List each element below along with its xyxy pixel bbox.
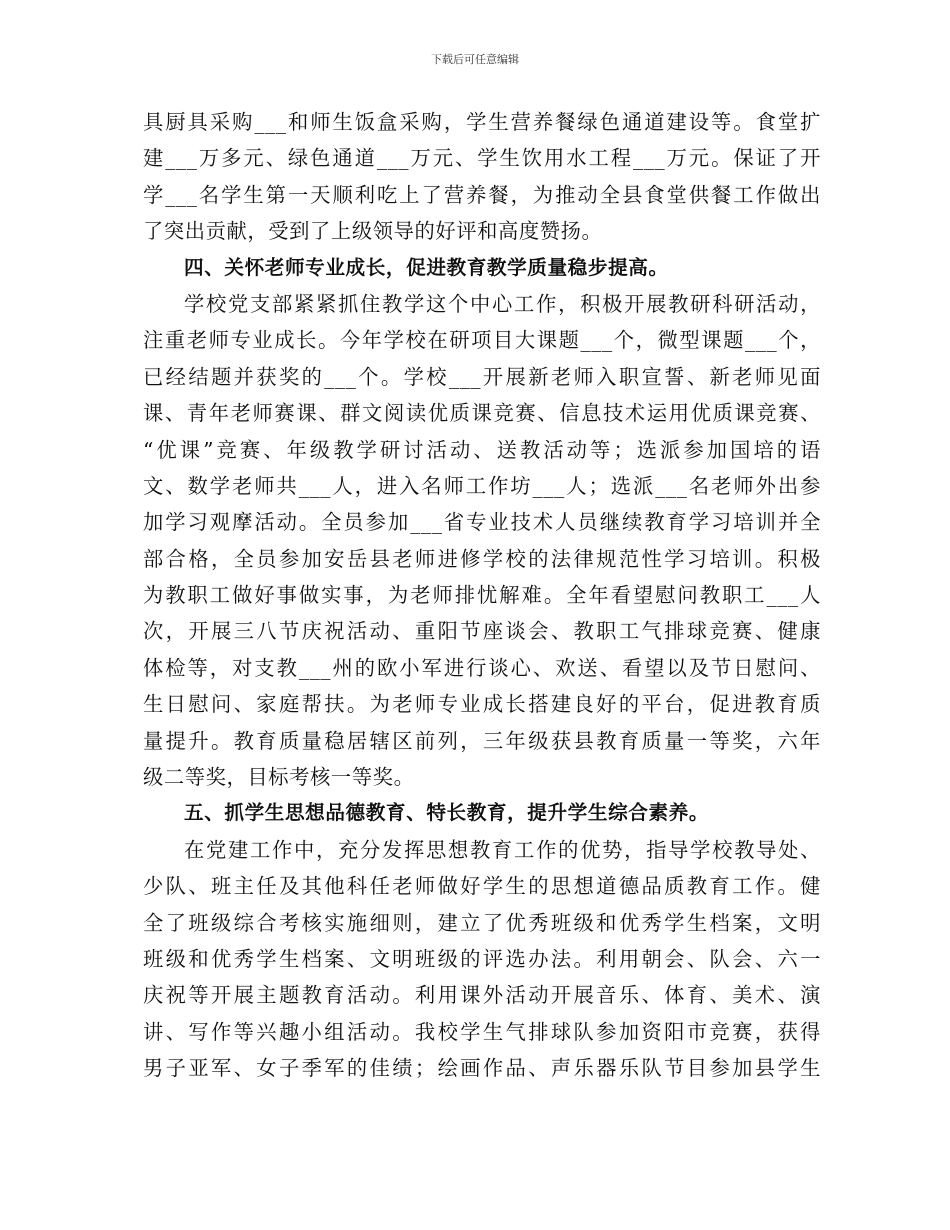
- text-line: 全了班级综合考核实施细则，建立了优秀班级和优秀学生档案，文明: [143, 910, 821, 935]
- text-line: 次，开展三八节庆祝活动、重阳节座谈会、教职工气排球竞赛、健康: [143, 619, 821, 644]
- text-line: 注重老师专业成长。今年学校在研项目大课题___个，微型课题___个，: [143, 328, 821, 353]
- text-line: 庆祝等开展主题教育活动。利用课外活动开展音乐、体育、美术、演: [143, 983, 821, 1008]
- text-line: 级二等奖，目标考核一等奖。: [143, 765, 415, 790]
- text-line: 已经结题并获奖的___个。学校___开展新老师入职宣誓、新老师见面: [143, 364, 821, 389]
- document-body: [143, 104, 821, 1087]
- paragraph-first-line: 学校党支部紧紧抓住教学这个中心工作，积极开展教研科研活动，: [184, 291, 821, 316]
- text-line: “优课”竞赛、年级教学研讨活动、送教活动等；选派参加国培的语: [143, 437, 821, 462]
- page-header: 下载后可任意编辑: [431, 53, 519, 66]
- text-line: 讲、写作等兴趣小组活动。我校学生气排球队参加资阳市竞赛，获得: [143, 1019, 821, 1044]
- text-line: 生日慰问、家庭帮扶。为老师专业成长搭建良好的平台，促进教育质: [143, 692, 821, 717]
- text-line: 班级和优秀学生档案、文明班级的评选办法。利用朝会、队会、六一: [143, 946, 821, 971]
- text-line: 学___名学生第一天顺利吃上了营养餐，为推动全县食堂供餐工作做出: [143, 182, 821, 207]
- section-heading-5: 五、抓学生思想品德教育、特长教育，提升学生综合素养。: [184, 801, 710, 825]
- section-heading-4: 四、关怀老师专业成长，促进教育教学质量稳步提高。: [184, 255, 669, 279]
- text-line: 加学习观摩活动。全员参加___省专业技术人员继续教育学习培训并全: [143, 510, 821, 535]
- text-line: 具厨具采购___和师生饭盒采购，学生营养餐绿色通道建设等。食堂扩: [143, 110, 821, 134]
- text-line: 课、青年老师赛课、群文阅读优质课竞赛、信息技术运用优质课竞赛、: [143, 401, 821, 426]
- text-line: 量提升。教育质量稳居辖区前列，三年级获县教育质量一等奖，六年: [143, 728, 821, 753]
- text-line: 部合格，全员参加安岳县老师进修学校的法律规范性学习培训。积极: [143, 546, 821, 571]
- text-line: 了突出贡献，受到了上级领导的好评和高度赞扬。: [143, 219, 603, 244]
- text-line: 为教职工做好事做实事，为老师排忧解难。全年看望慰问教职工___人: [143, 583, 821, 608]
- text-line: 体检等，对支教___州的欧小军进行谈心、欢送、看望以及节日慰问、: [143, 655, 821, 680]
- text-line: 建___万多元、绿色通道___万元、学生饮用水工程___万元。保证了开: [143, 146, 821, 171]
- text-line: 文、数学老师共___人，进入名师工作坊___人；选派___名老师外出参: [143, 473, 821, 498]
- paragraph-first-line: 在党建工作中，充分发挥思想教育工作的优势，指导学校教导处、: [184, 837, 821, 862]
- text-line: 男子亚军、女子季军的佳绩；绘画作品、声乐器乐队节目参加县学生: [143, 1056, 821, 1081]
- text-line: 少队、班主任及其他科任老师做好学生的思想道德品质教育工作。健: [143, 874, 821, 899]
